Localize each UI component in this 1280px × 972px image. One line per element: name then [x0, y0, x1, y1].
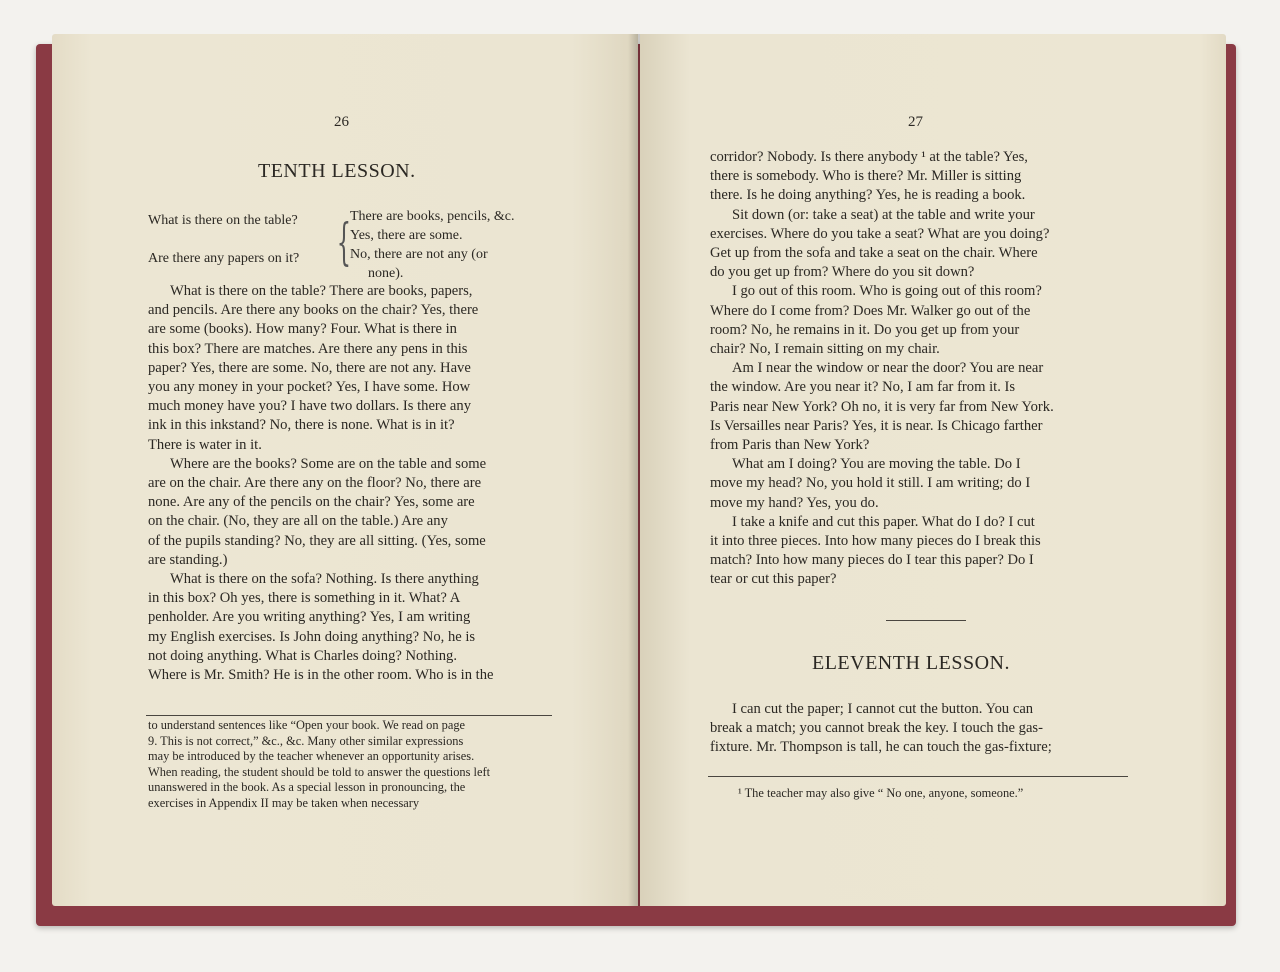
answer: Yes, there are some.: [350, 228, 463, 243]
text-line: What is there on the sofa? Nothing. Is there anything: [170, 571, 479, 588]
text-line: exercises. Where do you take a seat? What are you doing?: [710, 225, 1050, 242]
text-line: from Paris than New York?: [710, 437, 870, 454]
lesson-text: [710, 700, 1124, 758]
paragraph: [710, 513, 1124, 590]
text-line: this box? There are matches. Are there any pens in this: [148, 340, 468, 357]
text-line: Am I near the window or near the door? You are near: [732, 360, 1044, 377]
text-line: corridor? Nobody. Is there anybody ¹ at the table? Yes,: [710, 149, 1028, 165]
text-line: my English exercises. Is John doing anything? No, he is: [148, 628, 476, 645]
text-line: room? No, he remains in it. Do you get up from your: [710, 321, 1020, 338]
text-line: break a match; you cannot break the key. I touch the gas-: [710, 720, 1043, 737]
text-line: you any money in your pocket? Yes, I have some. How: [148, 379, 471, 396]
left-page: [52, 34, 638, 906]
text-line: Paris near New York? Oh no, it is very far from New York.: [710, 398, 1054, 415]
footnote-line: When reading, the student should be told to answer the questions left: [148, 764, 491, 779]
paragraph: [710, 700, 1124, 758]
text-line: penholder. Are you writing anything? Yes, I am writing: [148, 609, 471, 626]
text-line: of the pupils standing? No, they are all sitting. (Yes, some: [148, 532, 486, 549]
text-line: it into three pieces. Into how many pieces do I break this: [710, 533, 1041, 550]
text-line: the window. Are you near it? No, I am far from it. Is: [710, 379, 1016, 396]
text-line: are standing.): [148, 551, 228, 568]
text-line: fixture. Mr. Thompson is tall, he can touch the gas-fixture;: [710, 739, 1052, 756]
text-line: much money have you? I have two dollars. Is there any: [148, 398, 471, 415]
text-line: are some (books). How many? Four. What is there in: [148, 321, 457, 338]
lesson-text: [148, 282, 552, 685]
brace-icon: {: [336, 213, 352, 271]
text-line: chair? No, I remain sitting on my chair.: [710, 341, 940, 358]
text-line: and pencils. Are there any books on the chair? Yes, there: [148, 302, 479, 319]
text-line: What is there on the table? There are books, papers,: [170, 283, 473, 299]
answer: none).: [368, 266, 404, 281]
paragraph: [710, 455, 1124, 513]
text-line: There is water in it.: [148, 436, 262, 453]
text-line: What am I doing? You are moving the table. Do I: [732, 456, 1021, 473]
text-line: Is Versailles near Paris? Yes, it is near. Is Chicago farther: [710, 417, 1043, 434]
question: Are there any papers on it?: [148, 251, 300, 266]
lesson-heading: TENTH LESSON.: [258, 160, 416, 182]
text-line: there is somebody. Who is there? Mr. Miller is sitting: [710, 168, 1022, 185]
footnote-rule: [146, 715, 552, 716]
right-page: [640, 34, 1226, 906]
question: What is there on the table?: [148, 213, 298, 228]
paragraph: [148, 282, 552, 455]
lesson-text: [710, 148, 1124, 590]
answer: No, there are not any (or: [350, 247, 488, 262]
text-line: Where do I come from? Does Mr. Walker go out of the: [710, 302, 1031, 319]
text-line: I can cut the paper; I cannot cut the button. You can: [732, 701, 1034, 717]
footnote: [148, 718, 552, 812]
text-line: not doing anything. What is Charles doing? Nothing.: [148, 647, 458, 664]
text-line: Where are the books? Some are on the table and some: [170, 455, 487, 472]
text-line: I go out of this room. Who is going out of this room?: [732, 283, 1042, 300]
text-line: none. Are any of the pencils on the chair? Yes, some are: [148, 494, 475, 511]
paragraph: [710, 148, 1124, 206]
text-line: I take a knife and cut this paper. What do I do? I cut: [732, 513, 1035, 530]
footnote-line: unanswered in the book. As a special lesson in pronouncing, the: [148, 780, 466, 795]
text-line: Sit down (or: take a seat) at the table and write your: [732, 206, 1035, 223]
paragraph: [710, 359, 1124, 455]
text-line: move my hand? Yes, you do.: [710, 494, 879, 511]
text-line: match? Into how many pieces do I tear this paper? Do I: [710, 552, 1034, 569]
paragraph: [148, 455, 552, 570]
paragraph: [710, 206, 1124, 283]
text-line: ink in this inkstand? No, there is none. What is in it?: [148, 417, 455, 434]
text-line: tear or cut this paper?: [710, 571, 837, 588]
text-line: do you get up from? Where do you sit down?: [710, 264, 975, 281]
footnote-rule: [708, 776, 1128, 777]
paragraph: [148, 570, 552, 685]
text-line: on the chair. (No, they are all on the table.) Are any: [148, 513, 448, 530]
text-line: Get up from the sofa and take a seat on the chair. Where: [710, 245, 1038, 262]
footnote-line: may be introduced by the teacher whenever an opportunity arises.: [148, 749, 475, 764]
footnote-line: exercises in Appendix II may be taken when necessary: [148, 795, 420, 810]
lesson-heading: ELEVENTH LESSON.: [812, 652, 1010, 674]
text-line: are on the chair. Are there any on the floor? No, there are: [148, 475, 482, 492]
text-line: there. Is he doing anything? Yes, he is reading a book.: [710, 187, 1026, 204]
text-line: move my head? No, you hold it still. I am writing; do I: [710, 475, 1031, 492]
page-number: 26: [334, 114, 349, 130]
footnote-line: to understand sentences like “Open your book. We read on page: [148, 718, 466, 732]
answer: There are books, pencils, &c.: [350, 209, 515, 224]
paragraph: [710, 282, 1124, 359]
page-number: 27: [908, 114, 923, 130]
text-line: in this box? Oh yes, there is something in it. What? A: [148, 590, 461, 607]
text-line: paper? Yes, there are some. No, there are not any. Have: [148, 359, 471, 376]
text-line: Where is Mr. Smith? He is in the other room. Who is in the: [148, 667, 494, 684]
footnote-line: 9. This is not correct,” &c., &c. Many other similar expressions: [148, 733, 464, 748]
footnote: ¹ The teacher may also give “ No one, anyone, someone.”: [738, 786, 1024, 800]
section-divider: [886, 620, 966, 621]
